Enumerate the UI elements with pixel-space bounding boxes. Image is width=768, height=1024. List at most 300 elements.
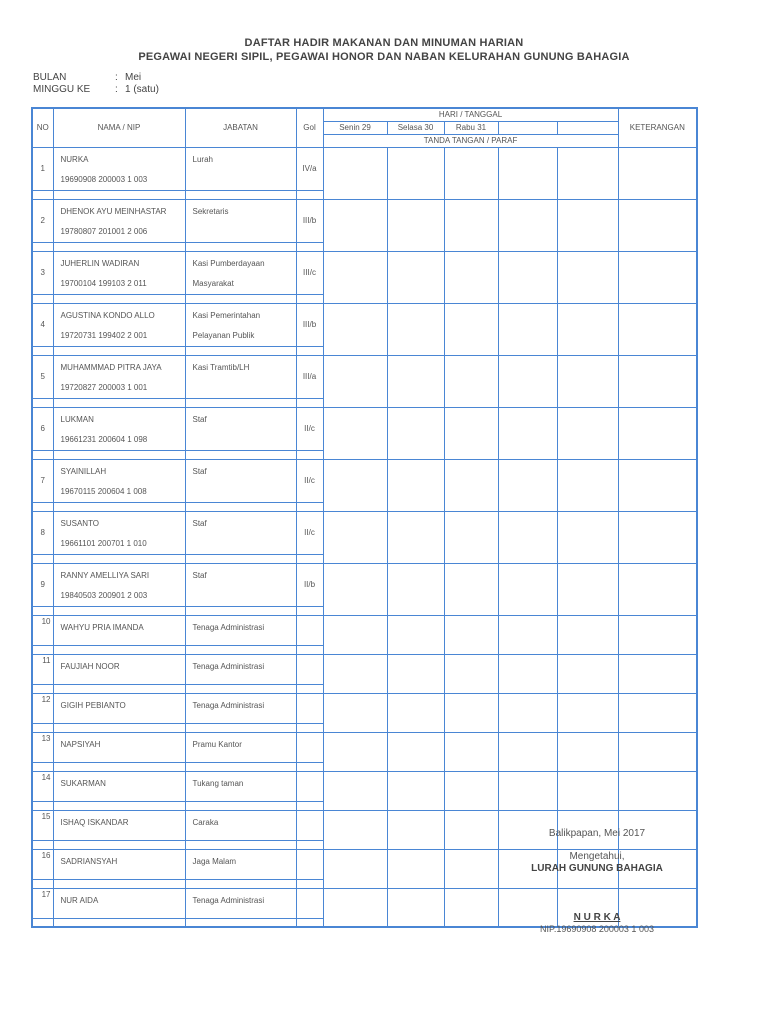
row-number: 10 <box>32 615 53 645</box>
signature-cell[interactable] <box>323 251 387 303</box>
signature-cell[interactable] <box>498 563 557 615</box>
name-nip-cell <box>53 849 185 879</box>
spacer-cell <box>53 190 185 199</box>
jabatan-cell <box>185 888 296 918</box>
jabatan-text: Tenaga Administrasi <box>192 622 265 632</box>
jabatan-text: Kasi Pumberdayaan <box>192 258 265 268</box>
signature-cell[interactable] <box>557 303 618 355</box>
signature-cell[interactable] <box>323 459 387 511</box>
spacer-cell <box>53 645 185 654</box>
header-gol: Gol <box>296 108 323 147</box>
signature-cell[interactable] <box>498 303 557 355</box>
signature-cell[interactable] <box>323 147 387 199</box>
signature-cell[interactable] <box>444 459 498 511</box>
spacer-cell <box>53 502 185 511</box>
spacer-cell <box>53 242 185 251</box>
signature-cell[interactable] <box>387 615 444 654</box>
minggu-separator: : <box>115 84 118 95</box>
header-tanda-tangan: TANDA TANGAN / PARAF <box>323 134 618 147</box>
jabatan-cell <box>185 199 296 242</box>
row-number: 17 <box>32 888 53 918</box>
employee-nip: 19840503 200901 2 003 <box>60 590 148 600</box>
spacer-cell <box>296 879 323 888</box>
keterangan-cell[interactable] <box>618 355 697 407</box>
spacer-cell <box>53 684 185 693</box>
signatory-name: N U R K A <box>573 912 621 923</box>
signature-cell[interactable] <box>387 732 444 771</box>
signature-cell[interactable] <box>498 771 557 810</box>
jabatan-text: Lurah <box>192 154 213 164</box>
jabatan-text: Staf <box>192 466 207 476</box>
jabatan-cell <box>185 511 296 554</box>
signature-cell[interactable] <box>444 810 498 849</box>
spacer-cell <box>53 554 185 563</box>
spacer-cell <box>32 645 53 654</box>
signature-cell[interactable] <box>557 511 618 563</box>
header-nama-nip: NAMA / NIP <box>53 108 185 147</box>
signature-cell[interactable] <box>498 693 557 732</box>
spacer-cell <box>53 762 185 771</box>
signature-cell[interactable] <box>387 849 444 888</box>
row-number: 4 <box>32 303 53 346</box>
keterangan-cell[interactable] <box>618 693 697 732</box>
spacer-cell <box>32 918 53 927</box>
spacer-cell <box>32 606 53 615</box>
place-date: Balikpapan, Mei 2017 <box>548 828 646 839</box>
golongan-cell: III/c <box>296 251 323 294</box>
keterangan-cell[interactable] <box>618 563 697 615</box>
spacer-cell <box>32 840 53 849</box>
spacer-cell <box>296 242 323 251</box>
keterangan-cell[interactable] <box>618 654 697 693</box>
spacer-cell <box>32 190 53 199</box>
signature-cell[interactable] <box>387 693 444 732</box>
name-nip-cell <box>53 693 185 723</box>
row-number: 5 <box>32 355 53 398</box>
row-number: 13 <box>32 732 53 762</box>
spacer-cell <box>32 684 53 693</box>
jabatan-text: Jaga Malam <box>192 856 237 866</box>
jabatan-text: Caraka <box>192 817 219 827</box>
jabatan-cell <box>185 563 296 606</box>
attendance-table <box>31 107 698 928</box>
document-subtitle: PEGAWAI NEGERI SIPIL, PEGAWAI HONOR DAN NABAN KELURAHAN GUNUNG BAHAGIA <box>138 51 630 63</box>
signature-cell[interactable] <box>387 771 444 810</box>
spacer-cell <box>185 190 296 199</box>
signature-cell[interactable] <box>444 693 498 732</box>
row-number: 2 <box>32 199 53 242</box>
minggu-line <box>33 84 159 95</box>
jabatan-cell <box>185 849 296 879</box>
jabatan-text: Sekretaris <box>192 206 229 216</box>
table-row <box>32 303 697 346</box>
keterangan-cell[interactable] <box>618 511 697 563</box>
signature-cell[interactable] <box>323 654 387 693</box>
jabatan-text: Kasi Pemerintahan <box>192 310 261 320</box>
employee-nip: 19661231 200604 1 098 <box>60 434 148 444</box>
table-row <box>32 251 697 294</box>
jabatan-text: Tenaga Administrasi <box>192 895 265 905</box>
signature-cell[interactable] <box>323 355 387 407</box>
bulan-label: BULAN <box>33 72 67 83</box>
signature-cell[interactable] <box>323 732 387 771</box>
spacer-cell <box>296 398 323 407</box>
signature-cell[interactable] <box>387 199 444 251</box>
golongan-cell: II/c <box>296 407 323 450</box>
signature-cell[interactable] <box>557 654 618 693</box>
row-number: 3 <box>32 251 53 294</box>
keterangan-cell[interactable] <box>618 732 697 771</box>
jabatan-text-line2: Masyarakat <box>192 278 234 288</box>
employee-name: AGUSTINA KONDO ALLO <box>60 310 155 320</box>
signature-cell[interactable] <box>444 511 498 563</box>
signature-cell[interactable] <box>387 563 444 615</box>
signature-cell[interactable] <box>444 654 498 693</box>
signature-cell[interactable] <box>323 810 387 849</box>
golongan-cell <box>296 615 323 645</box>
signature-cell[interactable] <box>323 199 387 251</box>
spacer-cell <box>53 606 185 615</box>
name-nip-cell <box>53 654 185 684</box>
employee-name: SADRIANSYAH <box>60 856 118 866</box>
row-number: 9 <box>32 563 53 606</box>
jabatan-cell <box>185 407 296 450</box>
name-nip-cell <box>53 615 185 645</box>
name-nip-cell <box>53 199 185 242</box>
signature-cell[interactable] <box>498 355 557 407</box>
golongan-cell: III/b <box>296 199 323 242</box>
spacer-cell <box>32 398 53 407</box>
spacer-cell <box>296 554 323 563</box>
spacer-cell <box>185 294 296 303</box>
name-nip-cell <box>53 407 185 450</box>
keterangan-cell[interactable] <box>618 303 697 355</box>
table-row <box>32 654 697 684</box>
row-number: 16 <box>32 849 53 879</box>
spacer-cell <box>53 450 185 459</box>
row-number: 15 <box>32 810 53 840</box>
golongan-cell: II/c <box>296 511 323 554</box>
jabatan-text: Pramu Kantor <box>192 739 242 749</box>
spacer-cell <box>53 801 185 810</box>
signature-cell[interactable] <box>498 615 557 654</box>
golongan-cell <box>296 888 323 918</box>
signature-cell[interactable] <box>387 407 444 459</box>
signature-cell[interactable] <box>557 355 618 407</box>
spacer-cell <box>53 879 185 888</box>
spacer-cell <box>32 762 53 771</box>
jabatan-cell <box>185 810 296 840</box>
golongan-cell <box>296 732 323 762</box>
signature-cell[interactable] <box>498 459 557 511</box>
row-number: 11 <box>32 654 53 684</box>
signature-cell[interactable] <box>444 849 498 888</box>
signature-cell[interactable] <box>444 407 498 459</box>
signature-cell[interactable] <box>387 888 444 927</box>
employee-nip: 19720827 200003 1 001 <box>60 382 148 392</box>
golongan-cell <box>296 771 323 801</box>
name-nip-cell <box>53 563 185 606</box>
signature-cell[interactable] <box>557 251 618 303</box>
signature-cell[interactable] <box>498 511 557 563</box>
jabatan-cell <box>185 615 296 645</box>
jabatan-text: Tenaga Administrasi <box>192 700 265 710</box>
jabatan-cell <box>185 251 296 294</box>
row-number: 7 <box>32 459 53 502</box>
spacer-cell <box>185 346 296 355</box>
employee-name: GIGIH PEBIANTO <box>60 700 126 710</box>
signature-cell[interactable] <box>557 563 618 615</box>
table-row <box>32 563 697 606</box>
golongan-cell: III/a <box>296 355 323 398</box>
name-nip-cell <box>53 771 185 801</box>
signature-cell[interactable] <box>323 511 387 563</box>
jabatan-text-line2: Pelayanan Publik <box>192 330 255 340</box>
signature-cell[interactable] <box>323 303 387 355</box>
row-number: 14 <box>32 771 53 801</box>
employee-name: DHENOK AYU MEINHASTAR <box>60 206 167 216</box>
spacer-cell <box>296 684 323 693</box>
signature-cell[interactable] <box>444 563 498 615</box>
jabatan-text: Tukang taman <box>192 778 244 788</box>
signature-cell[interactable] <box>444 732 498 771</box>
jabatan-cell <box>185 355 296 398</box>
golongan-cell <box>296 693 323 723</box>
spacer-cell <box>185 645 296 654</box>
spacer-cell <box>185 242 296 251</box>
spacer-cell <box>53 346 185 355</box>
keterangan-cell[interactable] <box>618 199 697 251</box>
employee-name: SYAINILLAH <box>60 466 107 476</box>
signature-cell[interactable] <box>557 407 618 459</box>
spacer-cell <box>296 801 323 810</box>
spacer-cell <box>32 242 53 251</box>
keterangan-cell[interactable] <box>618 251 697 303</box>
spacer-cell <box>53 294 185 303</box>
employee-name: SUKARMAN <box>60 778 106 788</box>
jabatan-text: Staf <box>192 414 207 424</box>
spacer-cell <box>32 450 53 459</box>
spacer-cell <box>296 840 323 849</box>
jabatan-cell <box>185 459 296 502</box>
signature-cell[interactable] <box>323 615 387 654</box>
golongan-cell: III/b <box>296 303 323 346</box>
signature-cell[interactable] <box>387 654 444 693</box>
golongan-cell: IV/a <box>296 147 323 190</box>
golongan-cell: II/c <box>296 459 323 502</box>
header-keterangan: KETERANGAN <box>618 108 697 147</box>
table-row <box>32 771 697 801</box>
spacer-cell <box>296 762 323 771</box>
signature-cell[interactable] <box>323 563 387 615</box>
row-number: 1 <box>32 147 53 190</box>
bulan-value: Mei <box>125 72 142 83</box>
signature-cell[interactable] <box>444 199 498 251</box>
spacer-cell <box>32 723 53 732</box>
table-row <box>32 199 697 242</box>
spacer-cell <box>32 554 53 563</box>
spacer-cell <box>32 294 53 303</box>
employee-name: WAHYU PRIA IMANDA <box>60 622 144 632</box>
signature-cell[interactable] <box>444 355 498 407</box>
jabatan-cell <box>185 654 296 684</box>
signature-cell[interactable] <box>498 251 557 303</box>
name-nip-cell <box>53 355 185 398</box>
name-nip-cell <box>53 810 185 840</box>
minggu-label: MINGGU KE <box>33 84 91 95</box>
spacer-cell <box>296 606 323 615</box>
document-title: DAFTAR HADIR MAKANAN DAN MINUMAN HARIAN <box>244 37 524 49</box>
signature-cell[interactable] <box>444 147 498 199</box>
signature-cell[interactable] <box>444 888 498 927</box>
signature-cell[interactable] <box>498 147 557 199</box>
spacer-cell <box>185 606 296 615</box>
day-3: Rabu 31 <box>444 121 498 134</box>
table-row <box>32 355 697 398</box>
spacer-cell <box>296 502 323 511</box>
signature-cell[interactable] <box>557 732 618 771</box>
signatory-position: LURAH GUNUNG BAHAGIA <box>531 863 663 874</box>
signatory-nip: NIP.19690908 200003 1 003 <box>540 924 654 934</box>
jabatan-text: Tenaga Administrasi <box>192 661 265 671</box>
minggu-value: 1 (satu) <box>125 84 159 95</box>
employee-name: SUSANTO <box>60 518 100 528</box>
spacer-cell <box>296 918 323 927</box>
employee-nip: 19720731 199402 2 001 <box>60 330 148 340</box>
signature-cell[interactable] <box>557 459 618 511</box>
spacer-cell <box>185 502 296 511</box>
signature-cell[interactable] <box>557 147 618 199</box>
signature-cell[interactable] <box>444 771 498 810</box>
keterangan-cell[interactable] <box>618 407 697 459</box>
jabatan-text: Staf <box>192 518 207 528</box>
employee-name: NAPSIYAH <box>60 739 101 749</box>
name-nip-cell <box>53 888 185 918</box>
signature-cell[interactable] <box>387 511 444 563</box>
day-2: Selasa 30 <box>387 121 444 134</box>
spacer-cell <box>53 840 185 849</box>
spacer-cell <box>296 450 323 459</box>
spacer-cell <box>53 723 185 732</box>
spacer-cell <box>185 879 296 888</box>
spacer-cell <box>53 918 185 927</box>
signature-cell[interactable] <box>557 771 618 810</box>
signature-cell[interactable] <box>498 199 557 251</box>
spacer-cell <box>296 294 323 303</box>
table-row <box>32 511 697 554</box>
employee-nip: 19670115 200604 1 008 <box>60 486 147 496</box>
signature-cell[interactable] <box>557 615 618 654</box>
keterangan-cell[interactable] <box>618 615 697 654</box>
spacer-cell <box>185 840 296 849</box>
employee-name: ISHAQ ISKANDAR <box>60 817 129 827</box>
jabatan-cell <box>185 732 296 762</box>
spacer-cell <box>185 450 296 459</box>
keterangan-cell[interactable] <box>618 459 697 511</box>
signature-cell[interactable] <box>323 771 387 810</box>
spacer-cell <box>185 554 296 563</box>
signature-cell[interactable] <box>444 251 498 303</box>
bulan-separator: : <box>115 72 118 83</box>
spacer-cell <box>32 502 53 511</box>
row-number: 8 <box>32 511 53 554</box>
spacer-cell <box>296 190 323 199</box>
keterangan-cell[interactable] <box>618 147 697 199</box>
jabatan-cell <box>185 693 296 723</box>
signature-cell[interactable] <box>323 849 387 888</box>
spacer-cell <box>185 918 296 927</box>
table-row <box>32 459 697 502</box>
employee-name: NUR AIDA <box>60 895 99 905</box>
signature-cell[interactable] <box>444 615 498 654</box>
header-jabatan: JABATAN <box>185 108 296 147</box>
spacer-cell <box>32 801 53 810</box>
signature-cell[interactable] <box>498 732 557 771</box>
spacer-cell <box>185 801 296 810</box>
spacer-cell <box>32 346 53 355</box>
golongan-cell: II/b <box>296 563 323 606</box>
day-4 <box>498 121 557 134</box>
spacer-cell <box>185 398 296 407</box>
spacer-cell <box>296 723 323 732</box>
employee-nip: 19700104 199103 2 011 <box>60 278 147 288</box>
signature-cell[interactable] <box>323 407 387 459</box>
spacer-cell <box>32 879 53 888</box>
name-nip-cell <box>53 251 185 294</box>
table-row <box>32 615 697 645</box>
spacer-cell <box>53 398 185 407</box>
spacer-cell <box>296 346 323 355</box>
signature-cell[interactable] <box>387 355 444 407</box>
header-no: NO <box>32 108 53 147</box>
employee-name: FAUJIAH NOOR <box>60 661 120 671</box>
mengetahui-label: Mengetahui, <box>569 851 625 862</box>
jabatan-cell <box>185 303 296 346</box>
bulan-line <box>33 72 141 83</box>
signature-cell[interactable] <box>498 654 557 693</box>
name-nip-cell <box>53 732 185 762</box>
jabatan-cell <box>185 771 296 801</box>
signature-cell[interactable] <box>387 147 444 199</box>
employee-nip: 19690908 200003 1 003 <box>60 174 148 184</box>
signature-cell[interactable] <box>323 888 387 927</box>
golongan-cell <box>296 849 323 879</box>
signature-cell[interactable] <box>387 459 444 511</box>
signature-cell[interactable] <box>387 251 444 303</box>
name-nip-cell <box>53 459 185 502</box>
table-row <box>32 407 697 450</box>
employee-name: JUHERLIN WADIRAN <box>60 258 140 268</box>
employee-name: LUKMAN <box>60 414 94 424</box>
signature-cell[interactable] <box>557 693 618 732</box>
signature-cell[interactable] <box>387 303 444 355</box>
signature-cell[interactable] <box>557 199 618 251</box>
header-row <box>32 108 697 121</box>
employee-nip: 19661101 200701 1 010 <box>60 538 147 548</box>
signature-cell[interactable] <box>444 303 498 355</box>
spacer-cell <box>296 645 323 654</box>
jabatan-text: Staf <box>192 570 207 580</box>
keterangan-cell[interactable] <box>618 771 697 810</box>
signature-cell[interactable] <box>323 693 387 732</box>
employee-nip: 19780807 201001 2 006 <box>60 226 148 236</box>
golongan-cell <box>296 654 323 684</box>
signature-cell[interactable] <box>387 810 444 849</box>
signature-cell[interactable] <box>498 407 557 459</box>
jabatan-cell <box>185 147 296 190</box>
name-nip-cell <box>53 303 185 346</box>
name-nip-cell <box>53 511 185 554</box>
